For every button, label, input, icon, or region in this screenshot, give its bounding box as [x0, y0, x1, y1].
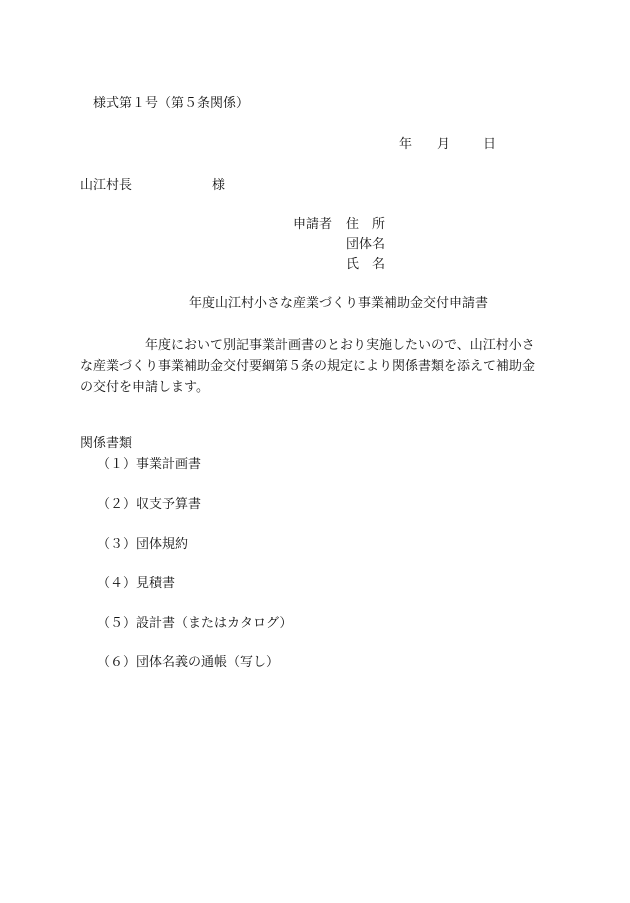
date-line	[399, 138, 496, 151]
form-number: 様式第１号（第５条関係）	[93, 96, 250, 111]
body-line: な産業づくり事業補助金交付要綱第５条の規定により関係書類を添えて補助金	[80, 359, 536, 374]
addressee-name: 山江村長	[80, 178, 133, 193]
body-line: 年度において別記事業計画書のとおり実施したいので、山江村小さ	[145, 338, 535, 353]
related-document-item: （６）団体名義の通帳（写し）	[97, 655, 280, 670]
date-year-label: 年	[399, 137, 413, 152]
related-documents-heading: 関係書類	[80, 436, 133, 451]
related-document-item: （４）見積書	[97, 576, 176, 591]
addressee-honorific: 様	[212, 178, 226, 193]
applicant-label: 申請者	[293, 217, 333, 232]
addressee	[80, 178, 226, 193]
date-day-label: 日	[483, 137, 497, 152]
document-title: 年度山江村小さな産業づくり事業補助金交付申請書	[189, 296, 489, 311]
applicant-name-label: 氏 名	[346, 257, 386, 272]
related-document-item: （２）収支予算書	[97, 497, 202, 512]
related-document-item: （１）事業計画書	[97, 457, 202, 472]
applicant-group-name-label: 団体名	[346, 237, 386, 252]
related-document-item: （３）団体規約	[97, 537, 189, 552]
body-line: の交付を申請します。	[80, 380, 209, 395]
applicant-address-label: 住 所	[346, 217, 386, 232]
related-document-item: （５）設計書（またはカタログ）	[97, 616, 293, 631]
date-month-label: 月	[437, 137, 451, 152]
body-paragraph	[80, 335, 550, 398]
